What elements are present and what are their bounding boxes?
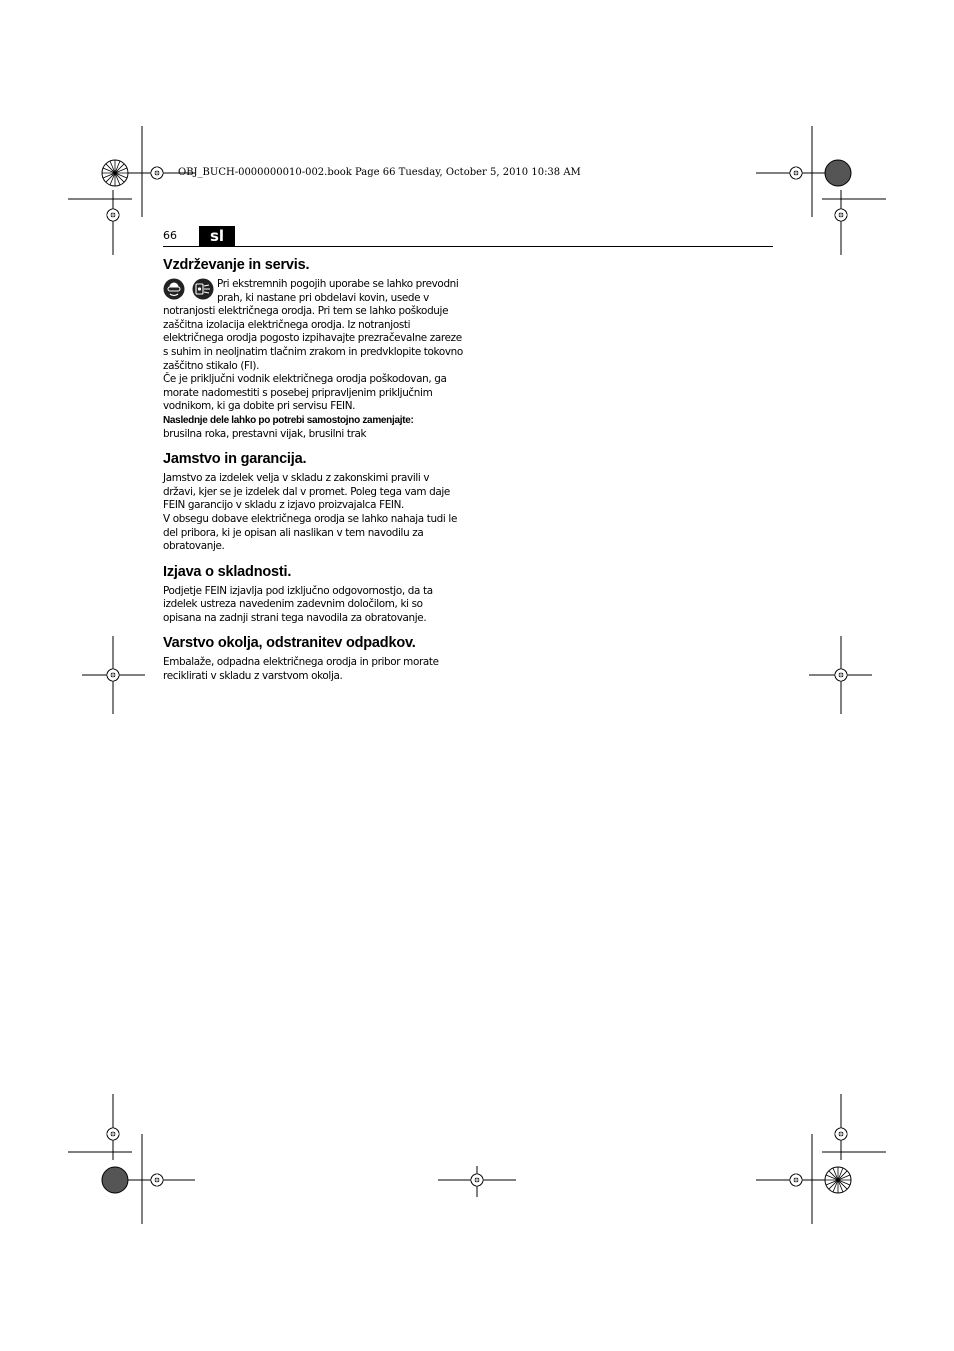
maintenance-paragraph-1: Pri ekstremnih pogojih uporabe se lahko prevodni prah, ki nastane pri obdelavi kovin, usede v notranjosti električnega orodja. Pri tem se lahko poškoduje zaščitna izolacija električnega orodja. Iz notranjosti električnega orodja pogosto izpihavajte prezračevalne zareze s suhim in neoljnatim tlačnim zrakom in predvklopite tokovno zaščitno stikalo (FI).	[163, 278, 463, 372]
content-column	[163, 257, 463, 694]
environment-paragraph: Embalaže, odpadna električnega orodja in pribor morate reciklirati v skladu z varstvom okolja.	[163, 656, 439, 683]
section-title: Varstvo okolja, odstranitev odpadkov.	[163, 635, 416, 652]
warranty-paragraph-1: Jamstvo za izdelek velja v skladu z zakonskimi pravili v državi, kjer se je izdelek dal v promet. Poleg tega vam daje FEIN garancijo v skladu z izjavo proizvajalca FEIN.	[163, 472, 450, 512]
dust-mask-icon	[192, 278, 214, 300]
conformity-paragraph: Podjetje FEIN izjavlja pod izključno odgovornostjo, da ta izdelek ustreza navedenim zadevnim določilom, ki so opisana na zadnji strani tega navodila za obratovanje.	[163, 584, 433, 624]
section-warranty	[163, 451, 463, 554]
section-title: Jamstvo in garancija.	[163, 451, 307, 468]
section-title: Izjava o skladnosti.	[163, 563, 292, 580]
section-conformity	[163, 564, 463, 626]
section-maintenance	[163, 257, 463, 441]
safety-icons	[163, 278, 217, 304]
maintenance-paragraph-2: Če je priključni vodnik električnega orodja poškodovan, ga morate nadomestiti s posebej pripravljenim priključnim vodnikom, ki ga dobite pri servisu FEIN.	[163, 373, 447, 413]
replaceable-parts-list: brusilna roka, prestavni vijak, brusilni trak	[163, 427, 367, 440]
print-slug: OBJ_BUCH-0000000010-002.book Page 66 Tuesday, October 5, 2010 10:38 AM	[178, 167, 581, 178]
safety-goggles-icon	[163, 278, 185, 300]
language-tab: sl	[199, 226, 235, 246]
section-title: Vzdrževanje in servis.	[163, 257, 310, 273]
header-rule	[163, 246, 773, 247]
replaceable-parts-heading: Naslednje dele lahko po potrebi samostojno zamenjajte:	[163, 414, 414, 426]
warranty-paragraph-2: V obsegu dobave električnega orodja se lahko nahaja tudi le del pribora, ki je opisan ali naslikan v tem navodilu za obratovanje.	[163, 512, 457, 553]
page-number: 66	[163, 229, 177, 242]
section-environment	[163, 635, 463, 683]
